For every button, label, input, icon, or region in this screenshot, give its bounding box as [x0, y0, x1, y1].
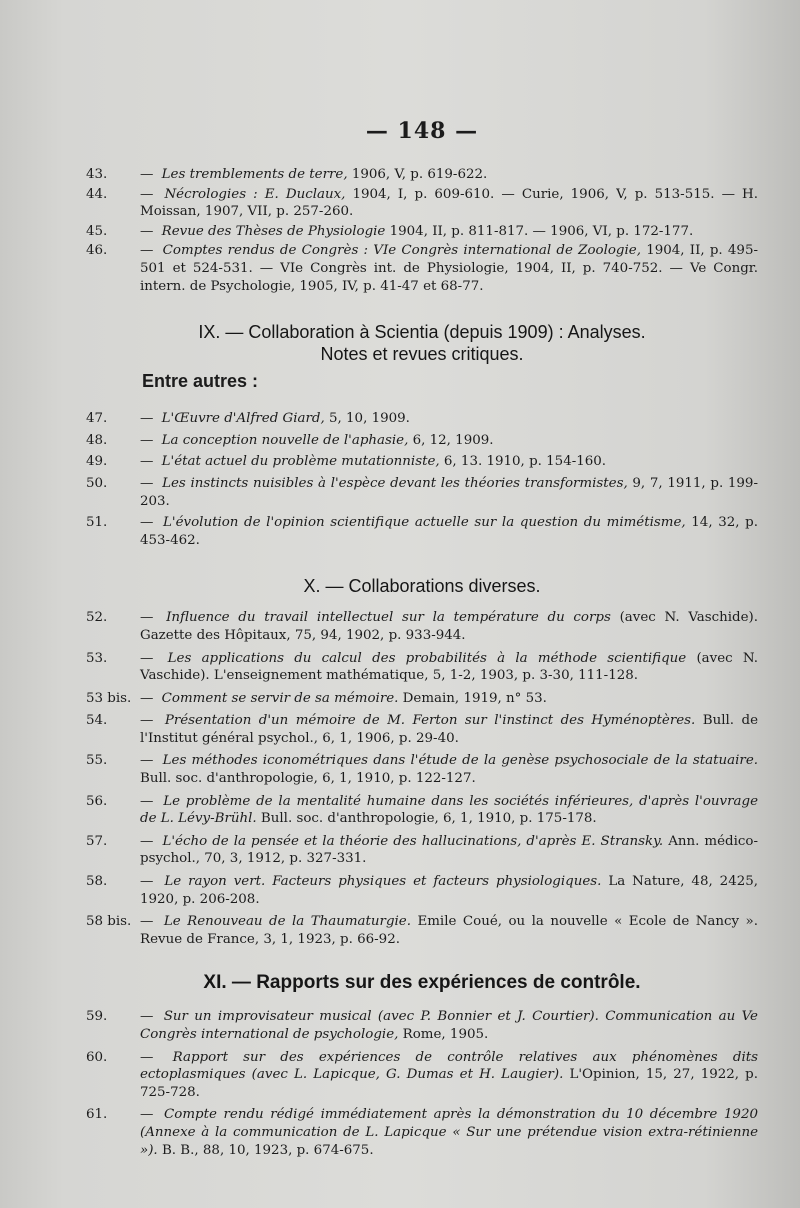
list-item — [86, 833, 758, 868]
entry-title: L'évolution de l'opinion scientifique actuelle sur la question du mimétisme, — [163, 515, 686, 531]
entry-title: La conception nouvelle de l'aphasie, — [161, 432, 409, 448]
entry-title: Sur un improvisateur musical (avec P. Bonnier et J. Courtier). Communication au Ve Congrès international de psychologie, — [140, 1009, 758, 1042]
section-heading-line: IX. — Collaboration à Scientia (depuis 1909) : Analyses. — [198, 322, 646, 343]
entry-title: Comptes rendus de Congrès : VIe Congrès international de Zoologie, — [162, 243, 641, 259]
list-item — [86, 1049, 758, 1102]
list-item — [86, 1106, 758, 1159]
entry-dash: — — [140, 874, 154, 890]
list-item — [86, 650, 758, 685]
entry-dash: — — [140, 753, 154, 769]
entry-dash: — — [140, 1107, 154, 1123]
entry-dash: — — [140, 914, 154, 930]
entry-details: 14, 32, p. 453-462. — [140, 515, 758, 548]
entry-title: Rapport sur des expériences de contrôle relatives aux phénomènes dits ectoplasmiques (avec L. Lapicque, G. Dumas et H. Laugier). — [140, 1049, 758, 1083]
entry-number: 46. — [86, 243, 108, 259]
entry-number: 61. — [86, 1107, 108, 1123]
entry-dash: — — [140, 167, 154, 182]
entry-number: 49. — [86, 454, 108, 470]
list-item — [86, 690, 758, 708]
top-entries-list — [86, 166, 758, 295]
entry-title: Les instincts nuisibles à l'espèce devant les théories transformistes, — [162, 475, 628, 491]
entry-title: Les méthodes iconométriques dans l'étude de la genèse psychosociale de la statuaire. — [162, 753, 758, 769]
entry-number: 54. — [86, 713, 108, 729]
entry-number: 53. — [86, 650, 108, 666]
entry-number: 51. — [86, 515, 108, 531]
entry-details: Emile Coué, ou la nouvelle « Ecole de Nancy ». Revue de France, 3, 1, 1923, p. 66-92. — [140, 914, 759, 947]
entry-details: Rome, 1905. — [398, 1027, 489, 1042]
entry-number: 60. — [86, 1049, 108, 1065]
entry-details: 9, 7, 1911, p. 199-203. — [140, 475, 758, 509]
entry-number: 48. — [86, 432, 108, 448]
entry-details: (avec N. Vaschide). Gazette des Hôpitaux, 75, 94, 1902, p. 933-944. — [140, 610, 759, 643]
entry-dash: — — [140, 690, 154, 706]
entry-details: La Nature, 48, 2425, 1920, p. 206-208. — [140, 874, 759, 907]
entry-dash: — — [140, 793, 154, 809]
entry-details: Bull. soc. d'anthropologie, 6, 1, 1910, p. 175-178. — [256, 811, 597, 827]
list-item — [86, 609, 758, 644]
list-item — [86, 793, 758, 828]
list-item — [86, 514, 758, 549]
entry-number: 52. — [86, 610, 108, 626]
entry-title: Revue des Thèses de Physiologie — [161, 223, 386, 239]
entry-details: Ann. médico-psychol., 70, 3, 1912, p. 327-331. — [140, 833, 758, 867]
entry-title: L'état actuel du problème mutationniste, — [161, 454, 440, 470]
entry-dash: — — [140, 1009, 154, 1025]
entry-details: 1904, II, p. 495-501 et 524-531. — VIe Congrès int. de Physiologie, 1904, II, p. 740-752. — Ve Congr. intern. de Psychologie, 1905, IV, p. 41-47 et 68-77. — [140, 243, 758, 294]
entry-title: L'Œuvre d'Alfred Giard, — [161, 411, 325, 427]
entry-title: Comment se servir de sa mémoire. — [161, 690, 399, 706]
entry-number: 56. — [86, 793, 108, 809]
entry-number: 45. — [86, 223, 108, 239]
list-item — [86, 166, 758, 184]
entry-dash: — — [140, 454, 154, 470]
entry-details: 1904, II, p. 811-817. — 1906, VI, p. 172-177. — [385, 223, 694, 239]
entry-details: 6, 12, 1909. — [408, 432, 494, 448]
section-ix — [86, 321, 758, 549]
entry-dash: — — [140, 432, 154, 448]
list-item — [86, 186, 758, 221]
section-heading — [86, 321, 758, 365]
entry-title: Le rayon vert. Facteurs physiques et facteurs physiologiques. — [164, 874, 602, 890]
entry-dash: — — [140, 833, 154, 849]
entry-title: L'écho de la pensée et la théorie des hallucinations, d'après E. Stransky. — [162, 833, 664, 849]
list-item — [86, 453, 758, 471]
list-item — [86, 223, 758, 241]
list-item — [86, 712, 758, 747]
entry-dash: — — [140, 515, 154, 531]
list-item — [86, 873, 758, 908]
entry-details: L'Opinion, 15, 27, 1922, p. 725-728. — [140, 1067, 759, 1100]
section-heading: X. — Collaborations diverses. — [303, 576, 541, 597]
entry-details: Bull. de l'Institut général psychol., 6, 1, 1906, p. 29-40. — [140, 713, 758, 746]
entry-title: Présentation d'un mémoire de M. Ferton sur l'instinct des Hyménoptères. — [164, 713, 696, 729]
section-heading: XI. — Rapports sur des expériences de contrôle. — [203, 972, 641, 994]
entry-dash: — — [140, 475, 154, 491]
entry-details: (avec N. Vaschide). L'enseignement mathématique, 5, 1-2, 1903, p. 3-30, 111-128. — [140, 650, 759, 684]
entry-number: 58 bis. — [86, 914, 132, 930]
entry-title: Les tremblements de terre, — [161, 167, 348, 182]
entry-dash: — — [140, 650, 154, 666]
list-item — [86, 410, 758, 428]
list-item — [86, 475, 758, 510]
entry-number: 47. — [86, 411, 108, 427]
entry-number: 43. — [86, 167, 108, 182]
entry-details: 5, 10, 1909. — [324, 411, 410, 427]
entry-title: Nécrologies : E. Duclaux, — [164, 186, 346, 202]
entry-details: B. B., 88, 10, 1923, p. 674-675. — [157, 1142, 374, 1158]
entry-dash: — — [140, 1049, 154, 1065]
page-number: — 148 — — [365, 118, 479, 144]
entry-number: 58. — [86, 874, 108, 890]
section-x — [86, 575, 758, 948]
entry-details: 6, 13. 1910, p. 154-160. — [439, 454, 607, 470]
entry-number: 50. — [86, 475, 108, 491]
entry-dash: — — [140, 243, 154, 259]
list-item — [86, 242, 758, 295]
entry-number: 57. — [86, 833, 108, 849]
entry-number: 44. — [86, 186, 108, 202]
entry-details: 1904, I, p. 609-610. — Curie, 1906, V, p. 513-515. — H. Moissan, 1907, VII, p. 257-260. — [140, 186, 758, 220]
list-item — [86, 752, 758, 787]
entry-dash: — — [140, 186, 154, 202]
entry-number: 55. — [86, 753, 108, 769]
entry-title: Les applications du calcul des probabilités à la méthode scientifique — [167, 650, 687, 666]
list-item — [86, 913, 758, 948]
entry-dash: — — [140, 713, 154, 729]
section-xi — [86, 972, 758, 1159]
entry-number: 59. — [86, 1009, 108, 1025]
entry-dash: — — [140, 223, 154, 239]
entry-title: Le Renouveau de la Thaumaturgie. — [163, 914, 411, 930]
entry-details: Bull. soc. d'anthropologie, 6, 1, 1910, p. 122-127. — [140, 771, 476, 787]
section-subheading: Entre autres : — [142, 371, 259, 392]
entry-title: Le problème de la mentalité humaine dans les sociétés inférieures, d'après l'ouvrage de L. Lévy-Brühl. — [140, 793, 758, 827]
section-heading-line: Notes et revues critiques. — [320, 344, 524, 365]
entry-title: Influence du travail intellectuel sur la température du corps — [166, 610, 611, 626]
list-item — [86, 432, 758, 450]
entry-dash: — — [140, 411, 154, 427]
list-item — [86, 1008, 758, 1043]
entry-dash: — — [140, 610, 154, 626]
entry-details: 1906, V, p. 619-622. — [347, 167, 488, 182]
entry-number: 53 bis. — [86, 690, 132, 706]
entry-title: Compte rendu rédigé immédiatement après la démonstration du 10 décembre 1920 (Annexe à la communication de L. Lapicque « Sur une prétendue vision extra-rétinienne »). — [140, 1107, 758, 1158]
entry-details: Demain, 1919, n° 53. — [398, 690, 547, 706]
